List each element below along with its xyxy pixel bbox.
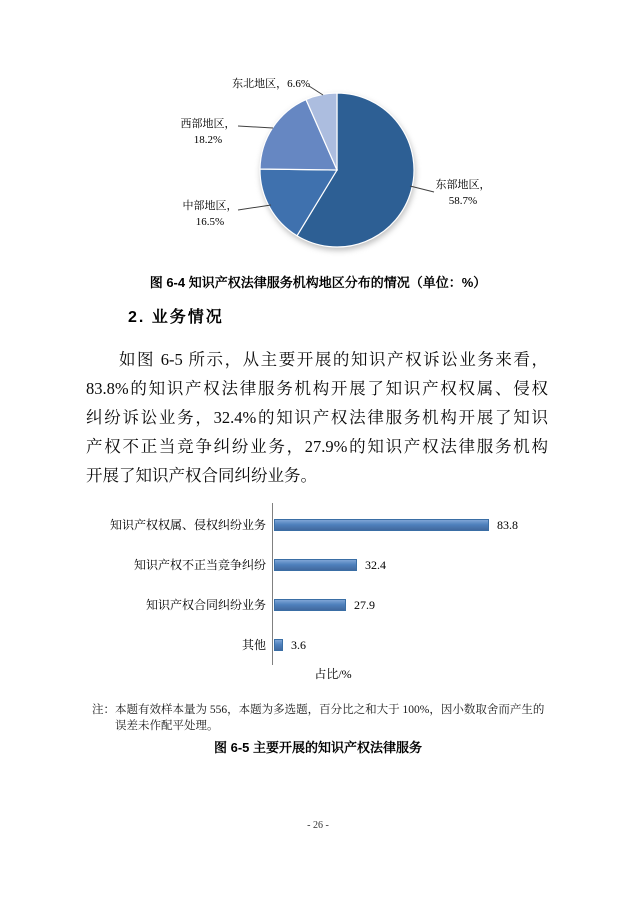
bar-知识产权权属、侵权纠纷业务 [274,519,489,531]
figure-6-5-caption: 图 6-5 主要开展的知识产权法律服务 [213,740,422,755]
figure-6-4-caption: 图 6-4 知识产权法律服务机构地区分布的情况（单位：%） [149,275,487,290]
paragraph-line: 开展了知识产权合同纠纷业务。 [86,466,317,485]
page-number: - 26 - [307,820,329,831]
pie-label-west [170,116,246,148]
bar-chart-axis [272,503,273,665]
bar-category-label: 知识产权不正当竞争纠纷 [133,558,266,572]
bar-知识产权不正当竞争纠纷 [274,559,357,571]
pie-label-west-name: 西部地区， [180,118,236,130]
pie-label-northeast: 东北地区，6.6% [232,78,310,90]
bar-chart-xlabel: 占比/% [314,667,352,681]
figure-note [92,702,554,734]
bar-category-label: 知识产权合同纠纷业务 [145,598,266,612]
body-paragraph [86,345,548,490]
bar-value-label: 83.8 [497,518,518,532]
bar-category-label: 知识产权权属、侵权纠纷业务 [109,518,266,532]
pie-label-east-name: 东部地区， [435,179,491,191]
bar-value-label: 32.4 [365,558,386,572]
pie-label-east [424,177,502,209]
paragraph-line: 83.8%的知识产权法律服务机构开展了知识产权权属、侵权 [86,379,548,398]
bar-value-label: 27.9 [354,598,375,612]
paragraph-line: 纠纷诉讼业务，32.4%的知识产权法律服务机构开展了知识 [86,408,548,427]
paragraph-line: 如图 6-5 所示，从主要开展的知识产权诉讼业务来看， [119,350,548,369]
section-heading: 2. 业务情况 [128,309,224,326]
pie-chart-svg [0,60,636,275]
leader-line-northeast [309,86,323,95]
paragraph-line: 产权不正当竞争纠纷业务，27.9%的知识产权法律服务机构 [86,437,548,456]
note-line-2: 误差未作配平处理。 [115,720,219,732]
bar-category-label: 其他 [241,638,266,652]
figure-6-4-pie-chart [0,60,636,275]
pie-label-central-name: 中部地区， [182,200,238,212]
bar-知识产权合同纠纷业务 [274,599,346,611]
pie-label-east-value: 58.7% [448,195,478,207]
pie-label-central-value: 16.5% [195,216,225,228]
pie-label-central [172,198,248,230]
note-line-1: 注：本题有效样本量为 556，本题为多选题，百分比之和大于 100%，因小数取舍而产生的 [92,704,545,716]
figure-6-5-bar-chart [0,500,636,695]
bar-value-label: 3.6 [291,638,306,652]
pie [260,93,414,247]
pie-label-west-value: 18.2% [193,134,223,146]
bar-其他 [274,639,283,651]
